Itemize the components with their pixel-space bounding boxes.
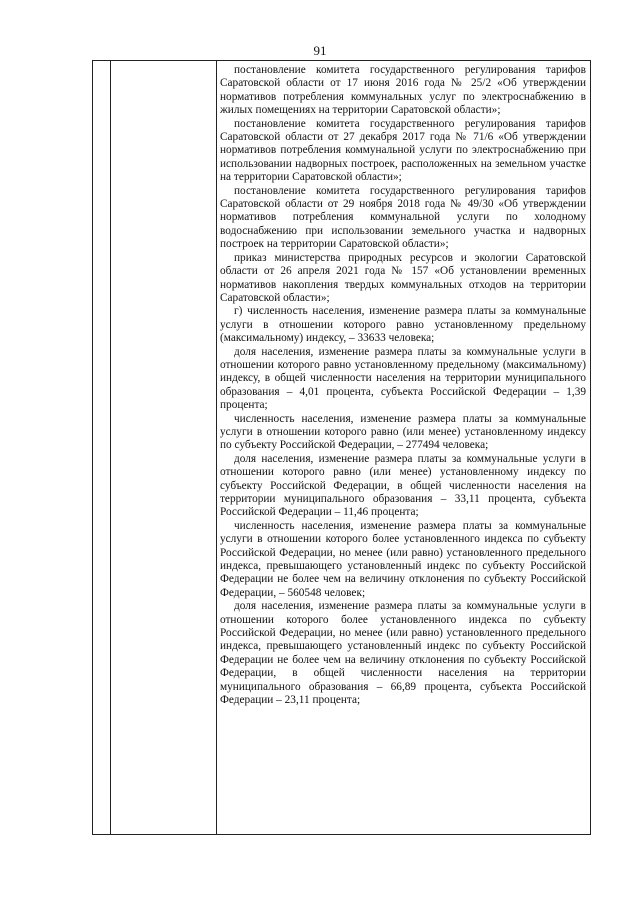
paragraph-population-above-index: численность населения, изменение размера платы за коммунальные услуги в отношении которого более установленного индекса по субъекту Российской Федерации, но менее (или равно) установленного предельного индекса, превышающего установленный индекс по субъекту Российской Федерации не более чем на величину отклонения по субъекту Российской Федерации, – 560548 человек; [220,519,586,599]
paragraph-share-below-index: доля населения, изменение размера платы за коммунальные услуги в отношении которого равно (или менее) установленному индексу по субъекту Российской Федерации, в общей численности населения на территории муниципального образования – 33,11 процента, субъекта Российской Федерации – 11,46 процента; [220,452,586,519]
paragraph-resolution-electricity-residential: постановление комитета государственного регулирования тарифов Саратовской области от 17 июня 2016 года № 25/2 «Об утверждении нормативов потребления коммунальных услуг по электроснабжению в жилых помещениях на территории Саратовской области»; [220,64,586,117]
paragraph-share-above-index: доля населения, изменение размера платы за коммунальные услуги в отношении которого более установленного индекса по субъекту Российской Федерации, но менее (или равно) установленного предельного индекса, превышающего установленный индекс по субъекту Российской Федерации не более чем на величину отклонения по субъекту Российской Федерации, в общей численности населения на территории муниципального образования – 66,89 процента, субъекта Российской Федерации – 23,11 процента; [220,600,586,707]
paragraph-resolution-cold-water: постановление комитета государственного регулирования тарифов Саратовской области от 29 ноября 2018 года № 49/30 «Об утверждении нормативов потребления коммунальной услуги по холодному водоснабжению при использовании земельного участка и надворных построек на территории Саратовской области»; [220,184,586,251]
page-number: 91 [313,43,327,58]
paragraph-resolution-electricity-outbuildings: постановление комитета государственного регулирования тарифов Саратовской области от 27 декабря 2017 года № 71/6 «Об утверждении нормативов потребления коммунальной услуги по электроснабжению при использовании надворных построек, расположенных на земельном участке на территории Саратовской области»; [220,117,586,184]
paragraph-population-equal-max-index: г) численность населения, изменение размера платы за коммунальные услуги в отношении которого равно установленному предельному (максимальному) индексу, – 33633 человека; [220,305,586,345]
table-cell-content [220,64,586,708]
paragraph-order-waste: приказ министерства природных ресурсов и экологии Саратовской области от 26 апреля 2021 года № 157 «Об установлении временных нормативов накопления твердых коммунальных отходов на территории Саратовской области»; [220,251,586,304]
column-divider-2 [216,61,217,834]
column-divider-1 [110,61,111,834]
paragraph-population-below-index: численность населения, изменение размера платы за коммунальные услуги в отношении которого равно (или менее) установленному индексу по субъекту Российской Федерации, – 277494 человека; [220,412,586,452]
document-table [92,60,591,835]
paragraph-share-equal-max-index: доля населения, изменение размера платы за коммунальные услуги в отношении которого равно установленному предельному (максимальному) индексу, в общей численности населения на территории муниципального образования – 4,01 процента, субъекта Российской Федерации – 1,39 процента; [220,345,586,412]
